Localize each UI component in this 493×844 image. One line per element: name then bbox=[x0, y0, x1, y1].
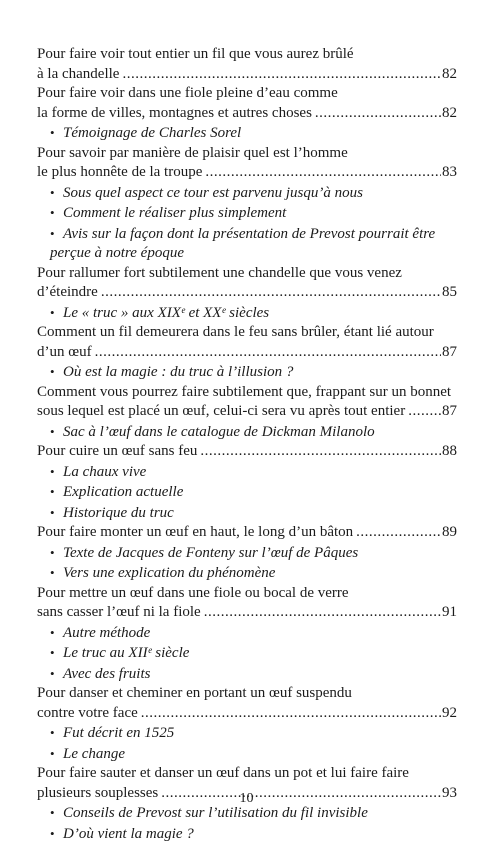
page-number: 10 bbox=[0, 791, 493, 807]
toc-entry bbox=[37, 264, 457, 324]
toc-entry-title-line bbox=[37, 144, 457, 164]
bullet-icon: • bbox=[50, 643, 63, 663]
toc-subentry-text: Sac à l’œuf dans le catalogue de Dickman Milanolo bbox=[63, 423, 375, 443]
toc-subentry bbox=[37, 744, 457, 765]
toc-subentry-text: Comment le réaliser plus simplement bbox=[63, 204, 286, 224]
toc-subentry bbox=[37, 362, 457, 383]
dot-leader bbox=[200, 442, 441, 462]
toc-entry-title-text: sous lequel est placé un œuf, celui-ci sera vu après tout entier bbox=[37, 402, 405, 422]
toc-entry-page: 87 bbox=[442, 402, 457, 422]
bullet-icon: • bbox=[50, 744, 63, 764]
bullet-icon: • bbox=[50, 422, 63, 442]
toc-entry-page: 85 bbox=[442, 283, 457, 303]
toc-entry-title-text: à la chandelle bbox=[37, 65, 119, 85]
toc-subentry bbox=[37, 664, 457, 685]
toc-entry-page: 83 bbox=[442, 163, 457, 183]
toc-subentry bbox=[37, 224, 457, 245]
toc-entry-title-text: Pour faire monter un œuf en haut, le long d’un bâton bbox=[37, 523, 353, 543]
toc-entry-title-text: sans casser l’œuf ni la fiole bbox=[37, 603, 201, 623]
toc-entry-title-text: Pour faire voir dans une fiole pleine d’eau comme bbox=[37, 84, 338, 104]
toc-entry-title-last-line bbox=[37, 603, 457, 623]
toc-subentry bbox=[37, 203, 457, 224]
toc-entry-title-text: contre votre face bbox=[37, 704, 138, 724]
dot-leader bbox=[408, 402, 441, 422]
toc-subentry bbox=[37, 824, 457, 844]
toc-subentry-text: Le truc au XIIᵉ siècle bbox=[63, 644, 189, 664]
dot-leader bbox=[356, 523, 441, 543]
toc-subentry bbox=[37, 543, 457, 564]
toc-subentry-text: Où est la magie : du truc à l’illusion ? bbox=[63, 363, 293, 383]
bullet-icon: • bbox=[50, 623, 63, 643]
toc-entry-title-last-line bbox=[37, 104, 457, 124]
dot-leader bbox=[122, 65, 441, 85]
dot-leader bbox=[95, 343, 441, 363]
toc-subentry-text: Vers une explication du phénomène bbox=[63, 564, 275, 584]
toc-entry bbox=[37, 442, 457, 523]
dot-leader bbox=[141, 704, 441, 724]
bullet-icon: • bbox=[50, 503, 63, 523]
toc-entry-title-line bbox=[37, 45, 457, 65]
toc-entry-title-last-line bbox=[37, 704, 457, 724]
toc-entry-page: 82 bbox=[442, 104, 457, 124]
toc-entry-page: 92 bbox=[442, 704, 457, 724]
toc-entry-title-line bbox=[37, 323, 457, 343]
toc-entry-title-text: Pour savoir par manière de plaisir quel est l’homme bbox=[37, 144, 348, 164]
toc-entry bbox=[37, 323, 457, 383]
toc-subentry bbox=[37, 503, 457, 524]
toc-subentry-text: Texte de Jacques de Fonteny sur l’œuf de Pâques bbox=[63, 544, 358, 564]
bullet-icon: • bbox=[50, 224, 63, 244]
toc-entry-title-text: Pour rallumer fort subtilement une chandelle que vous venez bbox=[37, 264, 402, 284]
toc-entry-page: 82 bbox=[442, 65, 457, 85]
bullet-icon: • bbox=[50, 362, 63, 382]
toc-entry bbox=[37, 383, 457, 443]
toc-subentry bbox=[37, 723, 457, 744]
toc-subentry bbox=[37, 244, 457, 264]
toc-entry-title-line bbox=[37, 684, 457, 704]
toc-entry-page: 93 bbox=[442, 784, 457, 804]
toc-entry-title-last-line bbox=[37, 65, 457, 85]
toc-subentry-text: Fut décrit en 1525 bbox=[63, 724, 174, 744]
bullet-icon: • bbox=[50, 563, 63, 583]
toc-subentry-text: Conseils de Prevost sur l’utilisation du fil invisible bbox=[63, 804, 368, 824]
toc-subentry bbox=[37, 422, 457, 443]
toc-entry-title-last-line bbox=[37, 523, 457, 543]
bullet-icon: • bbox=[50, 462, 63, 482]
toc-entry-title-text: Comment vous pourrez faire subtilement que, frappant sur un bonnet bbox=[37, 383, 451, 403]
toc-entry-title-text: le plus honnête de la troupe bbox=[37, 163, 202, 183]
toc-entry-title-text: plusieurs souplesses bbox=[37, 784, 158, 804]
toc-entry-title-line bbox=[37, 584, 457, 604]
toc-subentry-text: Avec des fruits bbox=[63, 665, 150, 685]
bullet-icon: • bbox=[50, 123, 63, 143]
toc-entry-title-last-line bbox=[37, 343, 457, 363]
toc-entry-title-text: Pour danser et cheminer en portant un œuf suspendu bbox=[37, 684, 352, 704]
toc-entry-title-last-line bbox=[37, 283, 457, 303]
toc-subentry bbox=[37, 462, 457, 483]
toc-entry-title-last-line bbox=[37, 402, 457, 422]
toc-entry-title-text: d’éteindre bbox=[37, 283, 98, 303]
toc-subentry-text: Témoignage de Charles Sorel bbox=[63, 124, 241, 144]
table-of-contents bbox=[37, 45, 457, 844]
toc-entry-title-text: Comment un fil demeurera dans le feu sans brûler, étant lié autour bbox=[37, 323, 434, 343]
toc-subentry-text: Le « truc » aux XIXᵉ et XXᵉ siècles bbox=[63, 304, 269, 324]
toc-entry-title-line bbox=[37, 264, 457, 284]
toc-subentry-text: perçue à notre époque bbox=[50, 244, 184, 264]
toc-entry-title-line bbox=[37, 84, 457, 104]
toc-subentry bbox=[37, 643, 457, 664]
bullet-icon: • bbox=[50, 482, 63, 502]
toc-subentry bbox=[37, 563, 457, 584]
toc-subentry bbox=[37, 623, 457, 644]
dot-leader bbox=[204, 603, 441, 623]
bullet-icon: • bbox=[50, 303, 63, 323]
toc-subentry-text: D’où vient la magie ? bbox=[63, 825, 194, 844]
dot-leader bbox=[315, 104, 441, 124]
toc-entry-title-last-line bbox=[37, 163, 457, 183]
toc-subentry bbox=[37, 123, 457, 144]
bullet-icon: • bbox=[50, 203, 63, 223]
toc-entry bbox=[37, 684, 457, 764]
toc-entry-title-text: Pour faire sauter et danser un œuf dans un pot et lui faire faire bbox=[37, 764, 409, 784]
toc-entry-title-text: Pour faire voir tout entier un fil que vous aurez brûlé bbox=[37, 45, 354, 65]
toc-entry-title-text: la forme de villes, montagnes et autres choses bbox=[37, 104, 312, 124]
toc-entry-title-last-line bbox=[37, 442, 457, 462]
dot-leader bbox=[101, 283, 441, 303]
toc-subentry-text: Autre méthode bbox=[63, 624, 150, 644]
toc-entry-title-text: Pour cuire un œuf sans feu bbox=[37, 442, 197, 462]
toc-subentry bbox=[37, 303, 457, 324]
toc-entry-title-text: d’un œuf bbox=[37, 343, 92, 363]
toc-entry-page: 89 bbox=[442, 523, 457, 543]
toc-subentry-text: La chaux vive bbox=[63, 463, 146, 483]
bullet-icon: • bbox=[50, 723, 63, 743]
toc-entry-page: 87 bbox=[442, 343, 457, 363]
bullet-icon: • bbox=[50, 664, 63, 684]
toc-subentry-text: Sous quel aspect ce tour est parvenu jusqu’à nous bbox=[63, 184, 363, 204]
toc-entry bbox=[37, 523, 457, 584]
toc-subentry-text: Avis sur la façon dont la présentation de Prevost pourrait être bbox=[63, 225, 435, 245]
toc-entry bbox=[37, 84, 457, 144]
toc-entry bbox=[37, 584, 457, 685]
toc-subentry bbox=[37, 183, 457, 204]
toc-entry-title-text: Pour mettre un œuf dans une fiole ou bocal de verre bbox=[37, 584, 349, 604]
bullet-icon: • bbox=[50, 803, 63, 823]
toc-entry bbox=[37, 45, 457, 84]
bullet-icon: • bbox=[50, 183, 63, 203]
toc-entry bbox=[37, 144, 457, 264]
toc-entry-title-line bbox=[37, 383, 457, 403]
toc-entry-page: 88 bbox=[442, 442, 457, 462]
toc-subentry-text: Historique du truc bbox=[63, 504, 174, 524]
bullet-icon: • bbox=[50, 824, 63, 844]
toc-subentry-text: Explication actuelle bbox=[63, 483, 183, 503]
toc-entry-page: 91 bbox=[442, 603, 457, 623]
dot-leader bbox=[205, 163, 441, 183]
toc-entry-title-line bbox=[37, 764, 457, 784]
toc-subentry-text: Le change bbox=[63, 745, 125, 765]
bullet-icon: • bbox=[50, 543, 63, 563]
toc-subentry bbox=[37, 482, 457, 503]
